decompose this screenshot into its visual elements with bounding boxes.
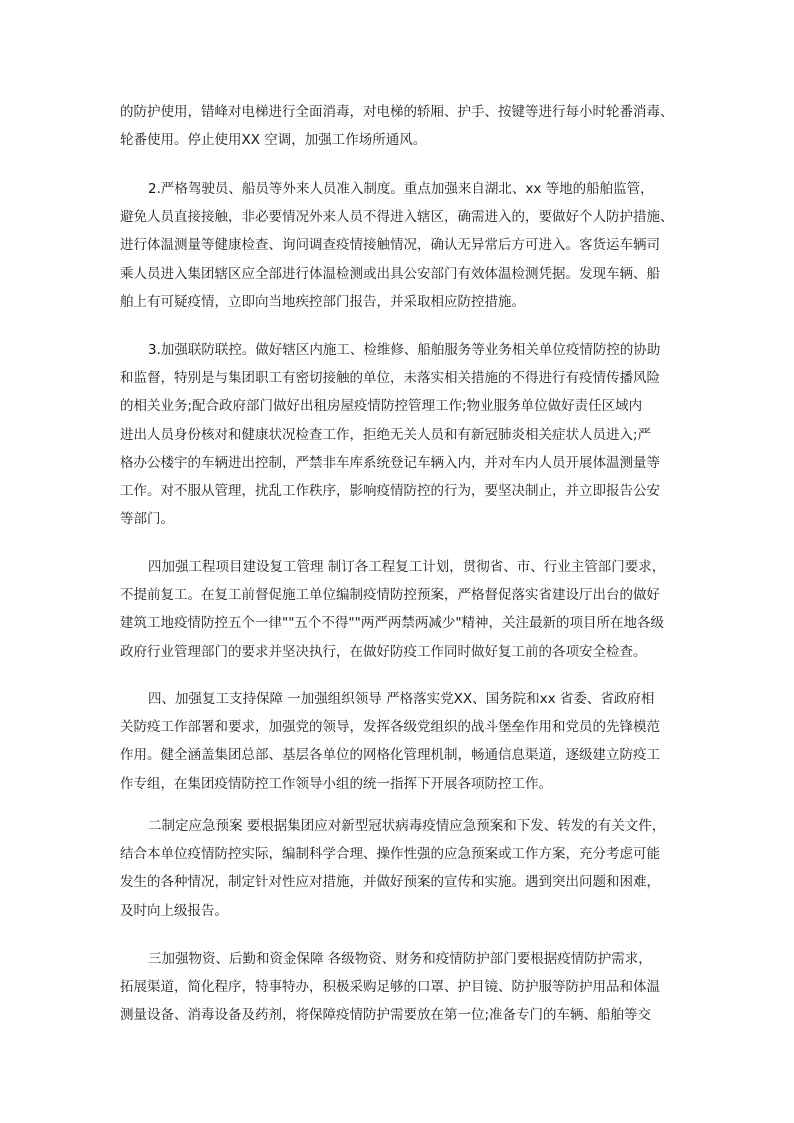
text-line: 不提前复工。在复工前督促施工单位编制疫情防控预案，严格督促落实省建设厅出台的做好 [120,587,660,604]
paragraph-3 [120,336,685,533]
text-line: 四、加强复工支持保障 一加强组织领导 严格落实党XX、国务院和xx 省委、省政府相 [148,691,655,707]
text-line: 发生的各种情况，制定针对性应对措施，并做好预案的宣传和实施。遇到突出问题和困难， [120,874,660,891]
paragraph-6 [120,812,685,925]
text-line: 轮番使用。停止使用XX 空调，加强工作场所通风。 [120,132,427,149]
text-line: 关防疫工作部署和要求，加强党的领导，发挥各级党组织的战斗堡垒作用和党员的先锋模范 [120,719,660,736]
text-line: 进行体温测量等健康检查、询问调查疫情接触情况，确认无异常后方可进入。客货运车辆司 [120,237,660,254]
text-line: 作用。健全涵盖集团总部、基层各单位的网格化管理机制，畅通信息渠道，逐级建立防疫工 [120,747,660,764]
text-line: 舶上有可疑疫情，立即向当地疾控部门报告，并采取相应防控措施。 [120,293,525,310]
text-line: 建筑工地疫情防控五个一律""五个不得""两严两禁两减少"精神，关注最新的项目所在地各级 [120,615,665,632]
text-line: 及时向上级报告。 [120,902,228,919]
text-line: 三加强物资、后勤和资金保障 各级物资、财务和疫情防护部门要根据疫情防护需求， [148,951,652,967]
text-line: 避免人员直接接触，非必要情况外来人员不得进入辖区，确需进入的，要做好个人防护措施、 [120,209,674,226]
text-line: 作专组，在集团疫情防控工作领导小组的统一指挥下开展各项防控工作。 [120,775,552,792]
text-line: 政府行业管理部门的要求并坚决执行，在做好防疫工作同时做好复工前的各项安全检查。 [120,643,647,660]
text-line: 乘人员进入集团辖区应全部进行体温检测或出具公安部门有效体温检测凭据。发现车辆、船 [120,265,660,282]
text-line: 进出人员身份核对和健康状况检查工作，拒绝无关人员和有新冠肺炎相关症状人员进入;严 [120,426,652,443]
paragraph-5 [120,685,685,798]
text-line: 测量设备、消毒设备及药剂，将保障疫情防护需要放在第一位;准备专门的车辆、船舶等交 [120,1007,652,1024]
text-line: 等部门。 [120,511,174,528]
text-line: 四加强工程项目建设复工管理 制订各工程复工计划，贯彻省、市、行业主管部门要求， [148,559,666,575]
text-line: 结合本单位疫情防控实际，编制科学合理、操作性强的应急预案或工作方案，充分考虑可能 [120,846,660,863]
text-line: 2.严格驾驶员、船员等外来人员准入制度。重点加强来自湖北、xx 等地的船舶监管， [148,181,654,197]
text-line: 的相关业务;配合政府部门做好出租房屋疫情防控管理工作;物业服务单位做好责任区域内 [120,398,643,415]
text-line: 格办公楼宇的车辆进出控制，严禁非车库系统登记车辆入内，并对车内人员开展体温测量等 [120,454,660,471]
text-line: 拓展渠道，简化程序，特事特办，积极采购足够的口罩、护目镜、防护服等防护用品和体温 [120,979,660,996]
paragraph-1 [120,98,685,154]
text-line: 3.加强联防联控。做好辖区内施工、检维修、船舶服务等业务相关单位疫情防控的协助 [148,342,661,358]
text-line: 和监督，特别是与集团职工有密切接触的单位，未落实相关措施的不得进行有疫情传播风险 [120,370,660,387]
paragraph-2 [120,175,685,316]
text-line: 工作。对不服从管理，扰乱工作秩序，影响疫情防控的行为，要坚决制止，并立即报告公安 [120,482,660,499]
text-line: 的防护使用，错峰对电梯进行全面消毒，对电梯的轿厢、护手、按键等进行每小时轮番消毒、 [120,104,674,120]
paragraph-7 [120,945,685,1030]
text-line: 二制定应急预案 要根据集团应对新型冠状病毒疫情应急预案和下发、转发的有关文件， [148,818,666,834]
paragraph-4 [120,553,685,666]
